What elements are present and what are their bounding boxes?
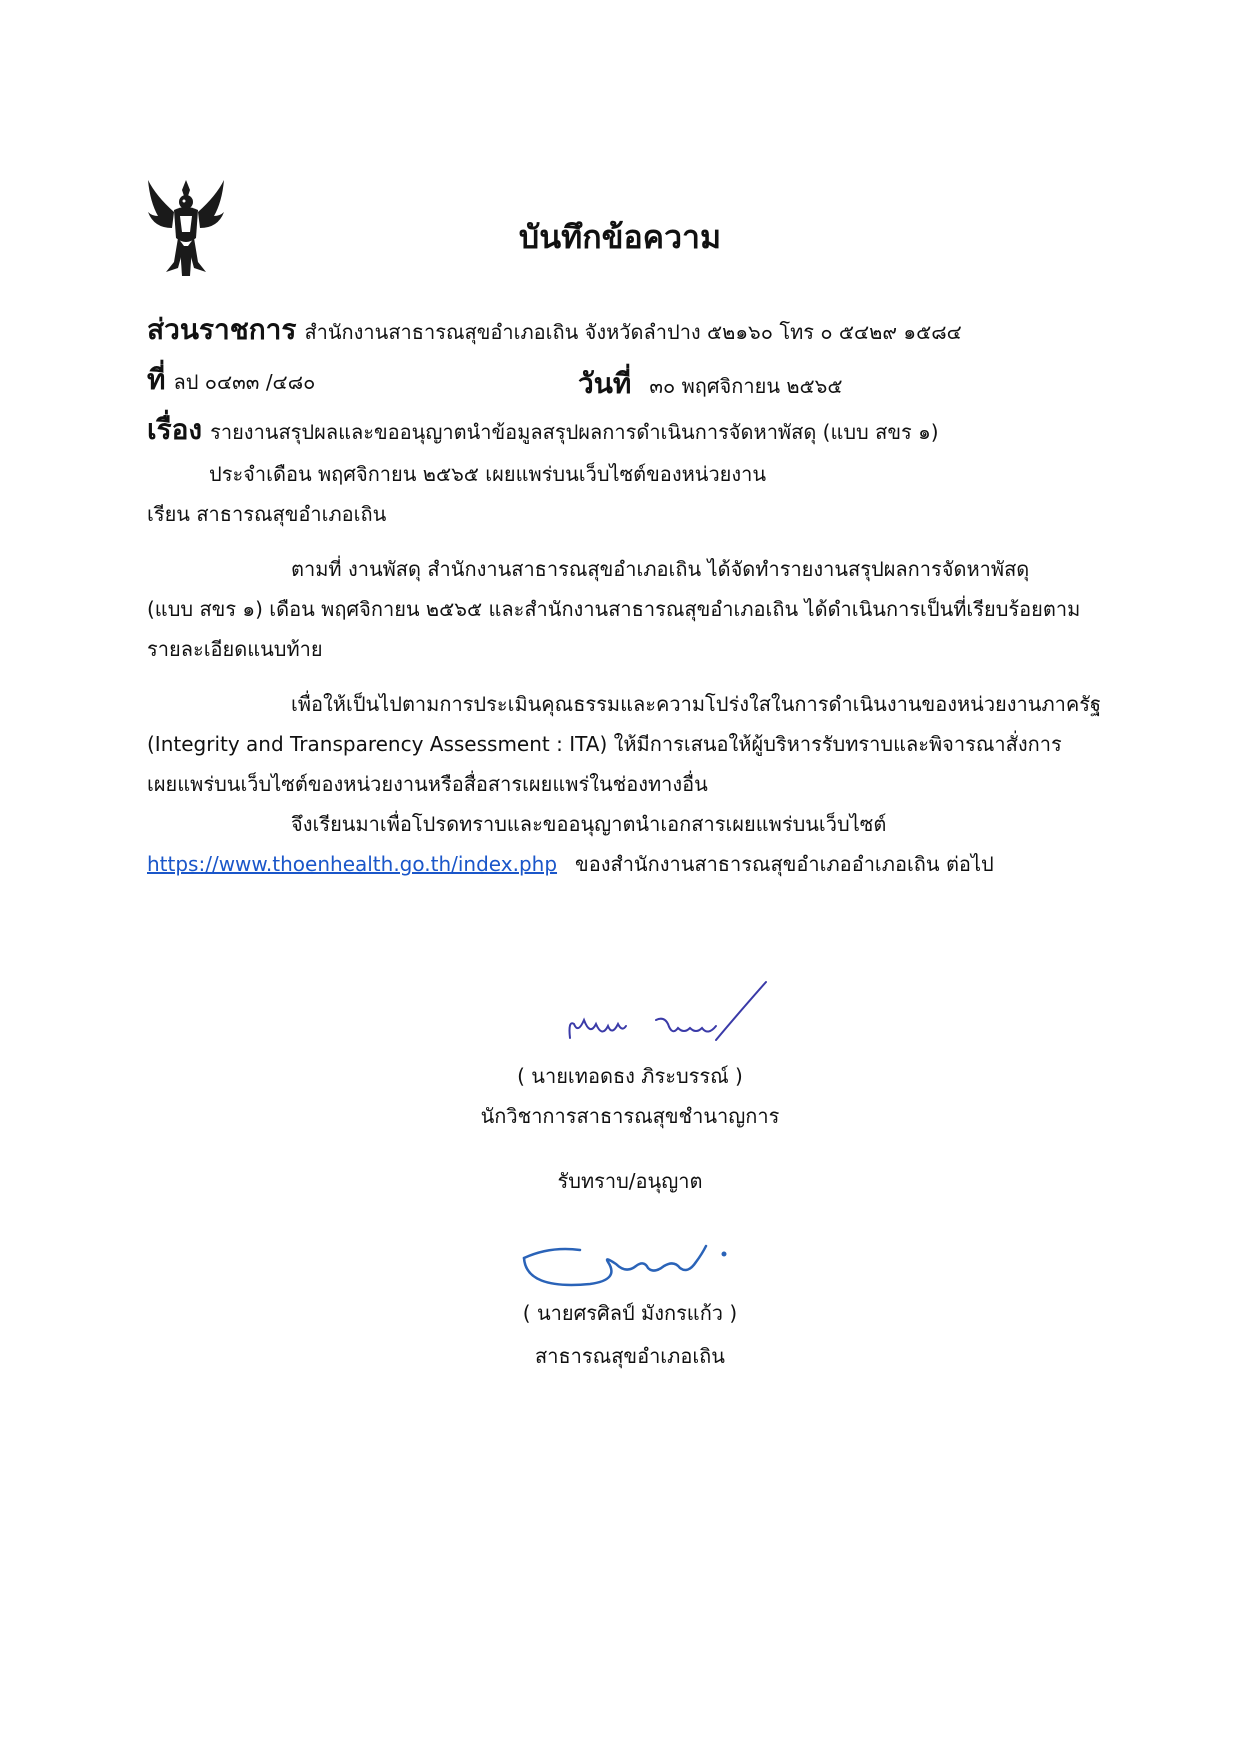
signer-1-name: ( นายเทอดธง ภิระบรรณ์ ) — [517, 1064, 743, 1088]
signature-1 — [560, 980, 780, 1060]
approval-text: รับทราบ/อนุญาต — [557, 1169, 703, 1193]
paragraph-2-line-3: เผยแพร่บนเว็บไซต์ของหน่วยงานหรือสื่อสารเผยแพร่ในช่องทางอื่น — [147, 772, 708, 796]
website-link[interactable]: https://www.thoenhealth.go.th/index.php — [147, 852, 558, 876]
date-value: ๓๐ พฤศจิกายน ๒๕๖๕ — [649, 374, 843, 398]
paragraph-3-tail: ของสำนักงานสาธารณสุขอำเภออำเภอเถิน ต่อไป — [575, 852, 994, 876]
agency-value: สำนักงานสาธารณสุขอำเภอเถิน จังหวัดลำปาง ๕๒๑๖๐ โทร ๐ ๕๔๒๙ ๑๕๘๔ — [304, 320, 962, 344]
signer-1-position: นักวิชาการสาธารณสุขชำนาญการ — [480, 1104, 780, 1128]
reference-number: ลป ๐๔๓๓ /๔๘๐ — [173, 370, 316, 394]
paragraph-3-line-2 — [147, 848, 1097, 880]
subject-text-2: ประจำเดือน พฤศจิกายน ๒๕๖๕ เผยแพร่บนเว็บไซต์ของหน่วยงาน — [209, 462, 767, 486]
reference-label: ที่ — [147, 363, 166, 396]
paragraph-1-line-1: ตามที่ งานพัสดุ สำนักงานสาธารณสุขอำเภอเถิน ได้จัดทำรายงานสรุปผลการจัดหาพัสดุ — [291, 557, 1030, 581]
agency-line — [147, 308, 962, 352]
memo-title: บันทึกข้อความ — [518, 218, 722, 256]
subject-label: เรื่อง — [147, 413, 203, 446]
paragraph-2-line-1: เพื่อให้เป็นไปตามการประเมินคุณธรรมและความโปร่งใสในการดำเนินงานของหน่วยงานภาครัฐ — [291, 692, 1102, 716]
paragraph-3-line-1: จึงเรียนมาเพื่อโปรดทราบและขออนุญาตนำเอกสารเผยแพร่บนเว็บไซต์ — [291, 812, 887, 836]
subject-text-1: รายงานสรุปผลและขออนุญาตนำข้อมูลสรุปผลการดำเนินการจัดหาพัสดุ (แบบ สขร ๑) — [210, 420, 939, 444]
reference-line — [147, 358, 315, 402]
paragraph-1-line-2: (แบบ สขร ๑) เดือน พฤศจิกายน ๒๕๖๕ และสำนักงานสาธารณสุขอำเภอเถิน ได้ดำเนินการเป็นที่เรียบร้อยตาม — [147, 597, 1081, 621]
signer-2-position: สาธารณสุขอำเภอเถิน — [535, 1344, 725, 1368]
date-label: วันที่ — [578, 367, 632, 400]
paragraph-1-line-3: รายละเอียดแนบท้าย — [147, 637, 323, 661]
signature-2 — [520, 1228, 740, 1298]
paragraph-2-line-2: (Integrity and Transparency Assessment : ITA) ให้มีการเสนอให้ผู้บริหารรับทราบและพิจารณาสั่งการ — [147, 732, 1062, 756]
agency-label: ส่วนราชการ — [147, 313, 297, 346]
subject-line — [147, 408, 939, 452]
addressee: เรียน สาธารณสุขอำเภอเถิน — [147, 502, 387, 526]
date-line — [578, 362, 843, 406]
signer-2-name: ( นายศรศิลป์ มังกรแก้ว ) — [522, 1301, 738, 1325]
